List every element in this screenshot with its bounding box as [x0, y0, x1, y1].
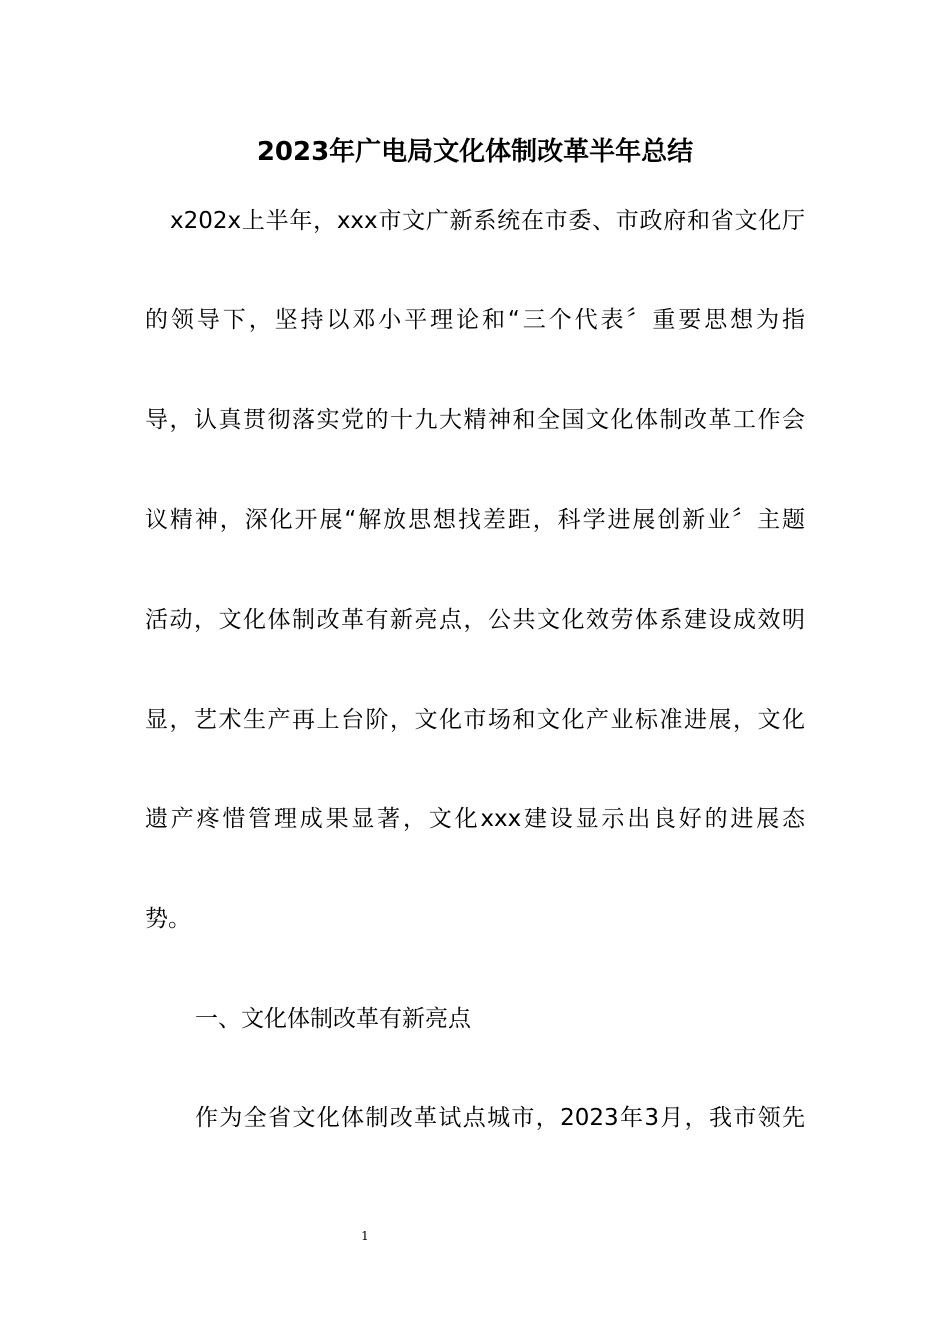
paragraph-line: 势。 [145, 906, 191, 932]
paragraph-line: 的领导下，坚持以邓小平理论和“三个代表〞重要思想为指 [145, 307, 805, 333]
section-heading: 一、文化体制改革有新亮点 [195, 1006, 471, 1032]
paragraph-line: 遗产疼惜管理成果显著，文化xxx建设显示出良好的进展态 [145, 806, 805, 832]
paragraph-line: 议精神，深化开展“解放思想找差距，科学进展创新业〞主题 [145, 507, 805, 533]
paragraph-line: 活动，文化体制改革有新亮点，公共文化效劳体系建设成效明 [145, 607, 805, 633]
page-number: 1 [361, 1229, 369, 1243]
paragraph-line: x202x上半年，xxx市文广新系统在市委、市政府和省文化厅 [170, 208, 805, 234]
document-title: 2023年广电局文化体制改革半年总结 [256, 137, 694, 167]
paragraph-line: 显，艺术生产再上台阶，文化市场和文化产业标准进展，文化 [145, 707, 805, 733]
paragraph-line: 作为全省文化体制改革试点城市，2023年3月，我市领先 [195, 1105, 805, 1131]
paragraph-line: 导，认真贯彻落实党的十九大精神和全国文化体制改革工作会 [145, 407, 805, 433]
